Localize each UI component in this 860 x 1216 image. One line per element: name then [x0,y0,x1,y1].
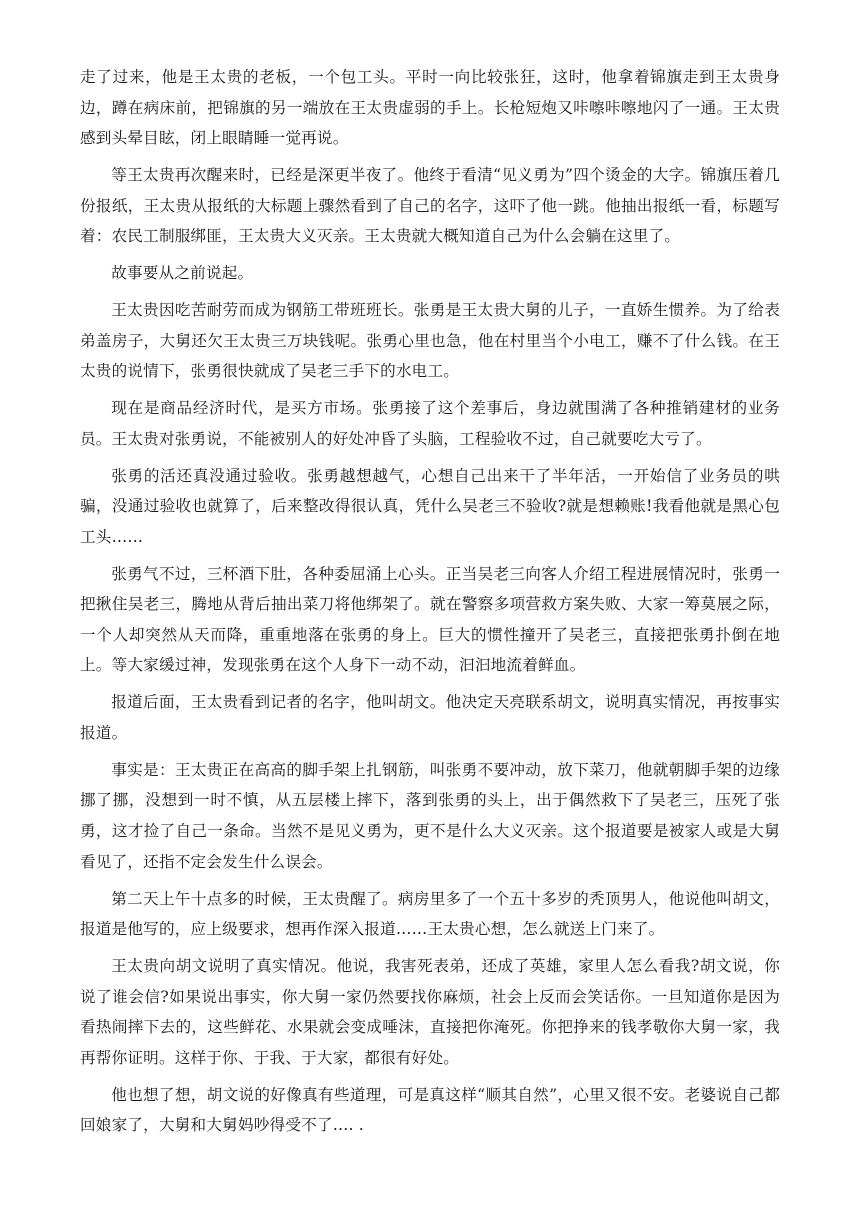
paragraph-1: 走了过来，他是王太贵的老板，一个包工头。平时一向比较张狂，这时，他拿着锦旗走到王太贵身边，蹲在病床前，把锦旗的另一端放在王太贵虚弱的手上。长枪短炮又咔嚓咔嚓地闪了一通。王太贵感到头晕目眩，闭上眼睛睡一觉再说。 [80,68,780,148]
paragraph-7: 张勇气不过，三杯酒下肚，各种委屈涌上心头。正当吴老三向客人介绍工程进展情况时，张勇一把揪住吴老三，腾地从背后抽出菜刀将他绑架了。就在警察多项营救方案失败、大家一筹莫展之际，一个人却突然从天而降，重重地落在张勇的身上。巨大的惯性撞开了吴老三，直接把张勇扑倒在地上。等大家缓过神，发现张勇在这个人身下一动不动，汩汩地流着鲜血。 [80,564,780,675]
paragraph-4: 王太贵因吃苦耐劳而成为钢筋工带班班长。张勇是王太贵大舅的儿子，一直娇生惯养。为了给表弟盖房子，大舅还欠王太贵三万块钱呢。张勇心里也急，他在村里当个小电工，赚不了什么钱。在王太贵的说情下，张勇很快就成了吴老三手下的水电工。 [80,301,780,381]
paragraph-11: 王太贵向胡文说明了真实情况。他说，我害死表弟，还成了英雄，家里人怎么看我?胡文说，你说了谁会信?如果说出事实，你大舅一家仍然要找你麻烦，社会上反而会笑话你。一旦知道你是因为看热闹摔下去的，这些鲜花、水果就会变成唾沫，直接把你淹死。你把挣来的钱孝敬你大舅一家，我再帮你证明。这样于你、于我、于大家，都很有好处。 [80,957,780,1067]
paragraph-8: 报道后面，王太贵看到记者的名字，他叫胡文。他决定天亮联系胡文，说明真实情况，再按事实报道。 [80,693,780,742]
paragraph-2: 等王太贵再次醒来时，已经是深更半夜了。他终于看清“见义勇为”四个烫金的大字。锦旗压着几份报纸，王太贵从报纸的大标题上骤然看到了自己的名字，这吓了他一跳。他抽出报纸一看，标题写着：农民工制服绑匪，王太贵大义灭亲。王太贵就大概知道自己为什么会躺在这里了。 [80,166,780,246]
paragraph-9: 事实是：王太贵正在高高的脚手架上扎钢筋，叫张勇不要冲动，放下菜刀，他就朝脚手架的边缘挪了挪，没想到一时不慎，从五层楼上摔下，落到张勇的头上，出于偶然救下了吴老三，压死了张勇，这才捡了自己一条命。当然不是见义勇为，更不是什么大义灭亲。这个报道要是被家人或是大舅看见了，还指不定会发生什么误会。 [80,760,780,871]
paragraph-3: 故事要从之前说起。 [111,264,254,283]
paragraph-5: 现在是商品经济时代，是买方市场。张勇接了这个差事后，身边就围满了各种推销建材的业务员。王太贵对张勇说，不能被别人的好处冲昏了头脑，工程验收不过，自己就要吃大亏了。 [80,399,780,448]
paragraph-10: 第二天上午十点多的时候，王太贵醒了。病房里多了一个五十多岁的秃顶男人，他说他叫胡文，报道是他写的，应上级要求，想再作深入报道……王太贵心想，怎么就送上门来了。 [80,889,780,939]
paragraph-6: 张勇的活还真没通过验收。张勇越想越气，心想自己出来干了半年活，一开始信了业务员的哄骗，没通过验收也就算了，后来整改得很认真，凭什么吴老三不验收?就是想赖账!我看他就是黑心包工头…… [80,466,780,546]
document-page [80,62,780,1147]
paragraph-12: 他也想了想，胡文说的好像真有些道理，可是真这样“顺其自然”，心里又很不安。老婆说自己都回娘家了，大舅和大舅妈吵得受不了…. . [80,1085,780,1135]
